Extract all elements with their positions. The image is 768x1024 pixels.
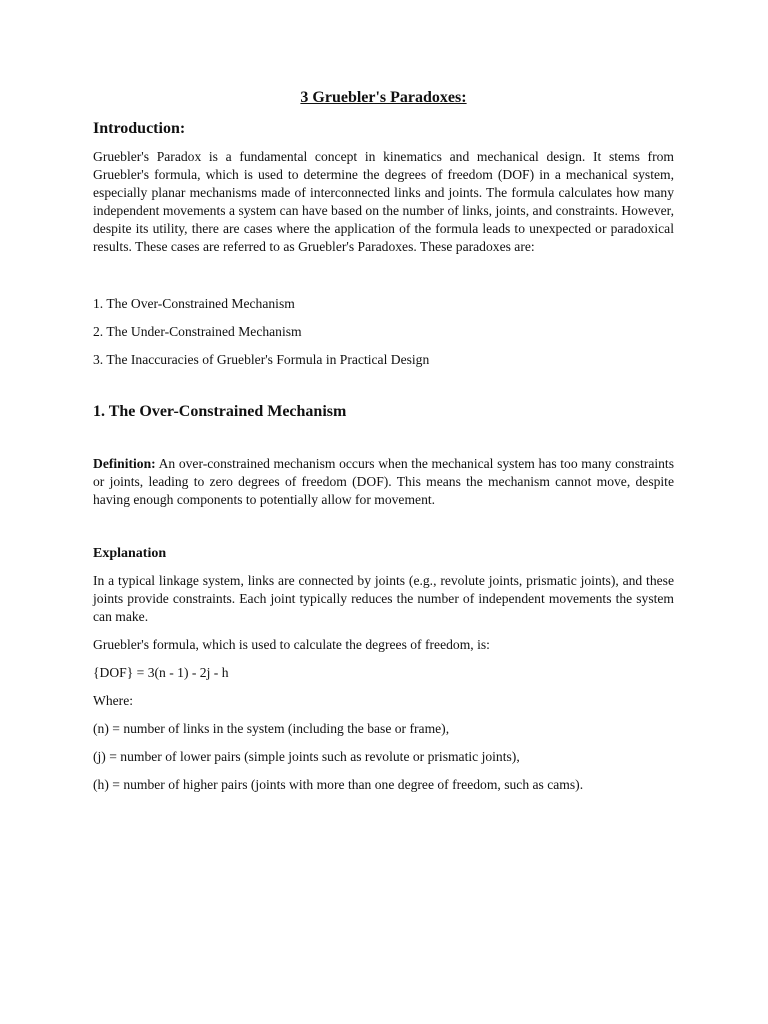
variable-definition: (n) = number of links in the system (including the base or frame), xyxy=(93,721,450,736)
where-label: Where: xyxy=(93,693,133,708)
variable-definition: (j) = number of lower pairs (simple joints such as revolute or prismatic joints), xyxy=(93,749,520,764)
definition-paragraph xyxy=(93,455,674,509)
list-item: 3. The Inaccuracies of Gruebler's Formula in Practical Design xyxy=(93,352,430,367)
introduction-paragraph: Gruebler's Paradox is a fundamental concept in kinematics and mechanical design. It stems from Gruebler's formula, which is used to determine the degrees of freedom (DOF) in a mechanical system, especially planar mechanisms made of interconnected links and joints. The formula calculates how many independent movements a system can have based on the number of links, joints, and constraints. However, despite its utility, there are cases where the application of the formula leads to unexpected or paradoxical results. These cases are referred to as Gruebler's Paradoxes. These paradoxes are: xyxy=(93,149,674,254)
definition-text: An over-constrained mechanism occurs when the mechanical system has too many constraints or joints, leading to zero degrees of freedom (DOF). This means the mechanism cannot move, despite having enough components to potentially allow for movement. xyxy=(93,456,674,507)
definition-label: Definition: xyxy=(93,456,156,471)
section-heading-over-constrained: 1. The Over-Constrained Mechanism xyxy=(93,403,347,420)
formula-intro: Gruebler's formula, which is used to calculate the degrees of freedom, is: xyxy=(93,637,490,652)
document-title: 3 Gruebler's Paradoxes: xyxy=(300,89,467,106)
explanation-heading: Explanation xyxy=(93,546,167,561)
formula: {DOF} = 3(n - 1) - 2j - h xyxy=(93,665,229,680)
explanation-paragraph: In a typical linkage system, links are connected by joints (e.g., revolute joints, prismatic joints), and these joints provide constraints. Each joint typically reduces the number of independent movements the system can make. xyxy=(93,573,674,624)
paradox-list xyxy=(93,295,674,369)
introduction-heading: Introduction: xyxy=(93,120,186,137)
variable-definition: (h) = number of higher pairs (joints with more than one degree of freedom, such as cams). xyxy=(93,777,584,792)
list-item: 1. The Over-Constrained Mechanism xyxy=(93,296,295,311)
list-item: 2. The Under-Constrained Mechanism xyxy=(93,324,302,339)
